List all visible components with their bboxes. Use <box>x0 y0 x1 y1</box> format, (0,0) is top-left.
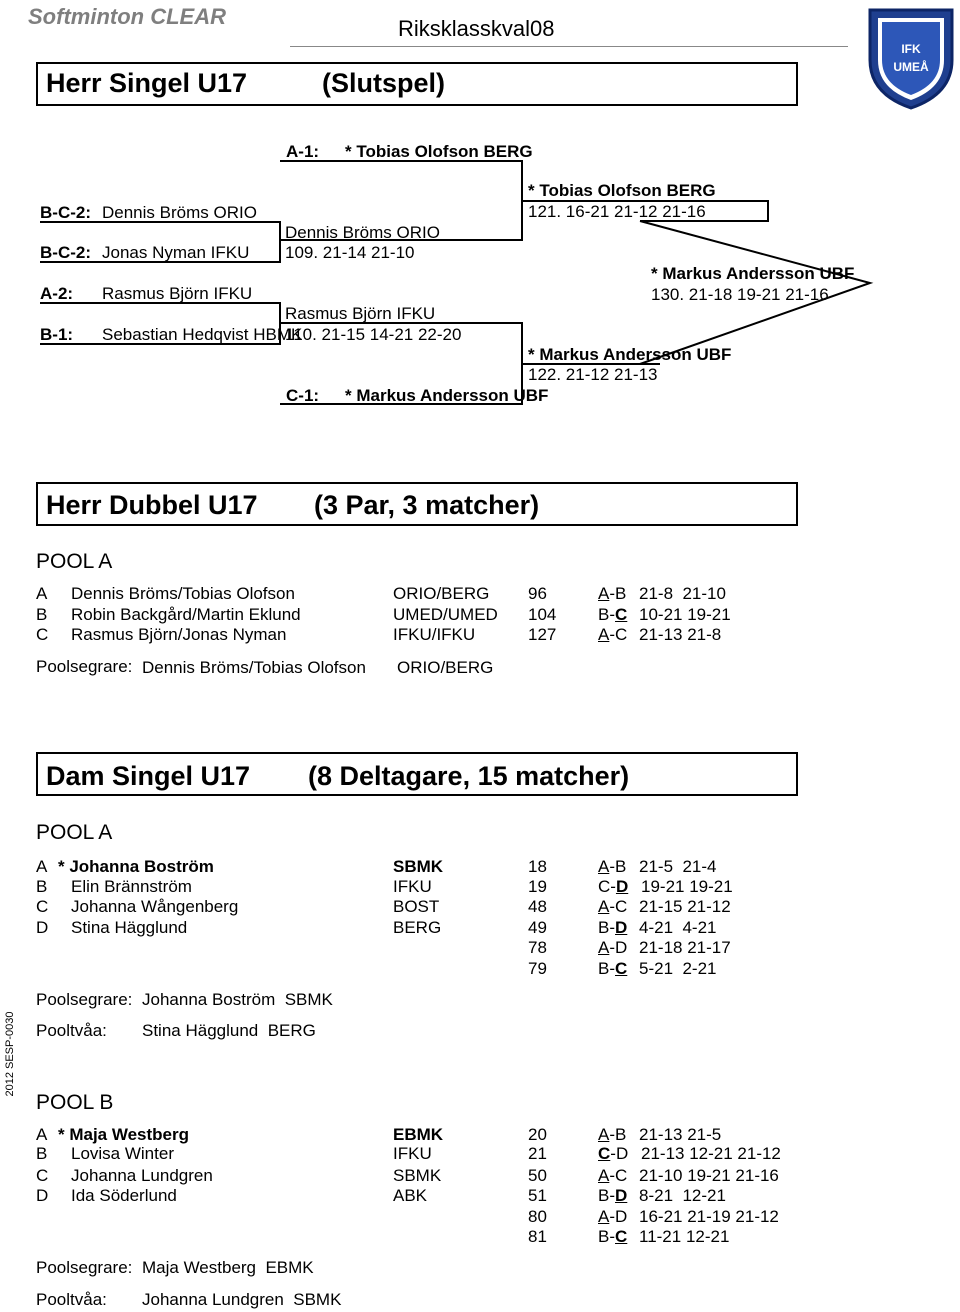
match-no: 104 <box>528 605 557 624</box>
dam-pool-b-winner: Maja Westberg EBMK <box>142 1258 314 1277</box>
match-winner: A <box>598 625 610 644</box>
player-club: IFKU <box>393 1144 432 1163</box>
sf1-winner: * Tobias Olofson BERG <box>528 181 716 200</box>
dam-pool-a-label: POOL A <box>36 821 113 844</box>
match-pair: B-C <box>598 605 628 624</box>
herr-singel-subtitle: (Slutspel) <box>322 68 446 98</box>
player-club: UMED/UMED <box>393 605 498 624</box>
player-letter: D <box>36 918 49 937</box>
r1b-result: 110. 21-15 14-21 22-20 <box>285 325 462 344</box>
dam-pool-a-winner-label: Poolsegrare: <box>36 990 133 1009</box>
match-no: 81 <box>528 1227 547 1246</box>
herr-dubbel-subtitle: (3 Par, 3 matcher) <box>314 490 540 520</box>
player-name: Dennis Bröms/Tobias Olofson <box>71 584 295 603</box>
player-letter: A <box>36 1125 48 1144</box>
seed-a1-label: A-1: <box>286 142 320 161</box>
dam-pool-b-winner-label: Poolsegrare: <box>36 1258 133 1277</box>
player-letter: A <box>36 857 48 876</box>
match-score: 21-5 21-4 <box>639 857 717 876</box>
match-no: 20 <box>528 1125 547 1144</box>
match-loser: B <box>598 918 610 937</box>
final-winner: * Markus Andersson UBF <box>651 264 855 283</box>
side-code: 2012 SESP-0030 <box>4 1011 16 1097</box>
match-winner: A <box>598 1207 610 1226</box>
match-score: 21-8 21-10 <box>639 584 726 603</box>
dam-pool-b-second-label: Pooltvåa: <box>36 1290 107 1309</box>
r1a-winner: Dennis Bröms ORIO <box>285 223 440 242</box>
match-score: 21-10 19-21 21-16 <box>639 1166 779 1185</box>
match-loser: B <box>598 1227 610 1246</box>
match-no: 96 <box>528 584 547 603</box>
sf2-result: 122. 21-12 21-13 <box>528 365 658 384</box>
match-no: 78 <box>528 938 547 957</box>
player-club: BOST <box>393 897 440 916</box>
player-name: Johanna Wångenberg <box>71 897 239 916</box>
herr-dubbel-winner-label: Poolsegrare: <box>36 657 133 676</box>
player-name: Lovisa Winter <box>71 1144 174 1163</box>
match-winner: A <box>598 1125 610 1144</box>
player-letter: B <box>36 605 48 624</box>
match-winner: A <box>598 938 610 957</box>
dam-singel-subtitle: (8 Deltagare, 15 matcher) <box>308 761 630 791</box>
r1b-winner: Rasmus Björn IFKU <box>285 304 436 323</box>
match-pair: A-C <box>598 897 628 916</box>
match-no: 18 <box>528 857 547 876</box>
match-pair: A-B <box>598 857 627 876</box>
match-no: 21 <box>528 1144 547 1163</box>
match-pair: A-C <box>598 1166 628 1185</box>
dam-pool-b-second: Johanna Lundgren SBMK <box>142 1290 342 1309</box>
herr-dubbel-title: Herr Dubbel U17 <box>46 490 258 520</box>
match-winner: A <box>598 584 610 603</box>
match-pair: C-D <box>598 877 629 896</box>
player-name: Ida Söderlund <box>71 1186 177 1205</box>
match-score: 10-21 19-21 <box>639 605 731 624</box>
logo-text: Softminton CLEAR <box>28 4 226 29</box>
match-winner: C <box>615 1227 628 1246</box>
match-pair: B-C <box>598 1227 628 1246</box>
b1-name: Sebastian Hedqvist HBMK <box>102 325 303 344</box>
player-club: SBMK <box>393 1166 442 1185</box>
match-score: 21-13 12-21 21-12 <box>641 1144 781 1163</box>
seed-a1-name: * Tobias Olofson BERG <box>345 142 533 161</box>
match-loser: B <box>598 605 610 624</box>
match-score: 4-21 4-21 <box>639 918 717 937</box>
r1a-result: 109. 21-14 21-10 <box>285 243 415 262</box>
player-club: BERG <box>393 918 442 937</box>
player-name: Robin Backgård/Martin Eklund <box>71 605 301 624</box>
match-pair: B-D <box>598 918 628 937</box>
match-score: 21-13 21-8 <box>639 625 722 644</box>
match-winner: D <box>615 918 628 937</box>
match-loser: C <box>598 877 611 896</box>
match-loser: D <box>615 938 628 957</box>
player-letter: C <box>36 897 49 916</box>
match-loser: B <box>615 857 627 876</box>
match-winner: D <box>615 877 629 896</box>
player-club: ORIO/BERG <box>393 584 490 603</box>
match-pair: A-B <box>598 1125 627 1144</box>
match-score: 8-21 12-21 <box>639 1186 726 1205</box>
dam-pool-a-second-label: Pooltvåa: <box>36 1021 107 1040</box>
match-no: 79 <box>528 959 547 978</box>
match-loser: D <box>615 1207 628 1226</box>
match-winner: A <box>598 1166 610 1185</box>
match-no: 51 <box>528 1186 547 1205</box>
player-name: Johanna Lundgren <box>71 1166 213 1185</box>
dam-pool-a-second: Stina Hägglund BERG <box>142 1021 316 1040</box>
sf1-result: 121. 16-21 21-12 21-16 <box>528 202 706 221</box>
player-letter: C <box>36 625 49 644</box>
a2-label: A-2: <box>40 284 74 303</box>
player-name: * Maja Westberg <box>58 1125 190 1144</box>
match-winner: A <box>598 857 610 876</box>
match-pair: A-B <box>598 584 627 603</box>
player-name: * Johanna Boström <box>58 857 214 876</box>
match-loser: C <box>615 897 628 916</box>
player-club: SBMK <box>393 857 444 876</box>
match-loser: B <box>598 1186 610 1205</box>
match-score: 21-18 21-17 <box>639 938 731 957</box>
match-no: 50 <box>528 1166 547 1185</box>
player-club: EBMK <box>393 1125 444 1144</box>
match-loser: C <box>615 625 628 644</box>
match-pair: C-D <box>598 1144 629 1163</box>
match-loser: B <box>615 1125 627 1144</box>
player-letter: C <box>36 1166 49 1185</box>
sf2-winner: * Markus Andersson UBF <box>528 345 732 364</box>
player-name: Elin Brännström <box>71 877 192 896</box>
player-name: Stina Hägglund <box>71 918 188 937</box>
match-winner: A <box>598 897 610 916</box>
match-score: 19-21 19-21 <box>641 877 733 896</box>
c1-name: * Markus Andersson UBF <box>345 386 549 405</box>
player-name: Rasmus Björn/Jonas Nyman <box>71 625 287 644</box>
match-winner: C <box>615 959 628 978</box>
match-score: 21-15 21-12 <box>639 897 731 916</box>
player-club: IFKU/IFKU <box>393 625 476 644</box>
bc2b-label: B-C-2: <box>40 243 91 262</box>
match-loser: C <box>615 1166 628 1185</box>
match-score: 16-21 21-19 21-12 <box>639 1207 779 1226</box>
match-loser: D <box>615 1144 629 1163</box>
bc2a-name: Dennis Bröms ORIO <box>102 203 257 222</box>
dam-pool-a-winner: Johanna Boström SBMK <box>142 990 333 1009</box>
b1-label: B-1: <box>40 325 74 344</box>
tournament-title: Riksklasskval08 <box>398 16 555 41</box>
dam-pool-b-label: POOL B <box>36 1091 114 1114</box>
match-no: 19 <box>528 877 547 896</box>
player-letter: A <box>36 584 48 603</box>
player-letter: D <box>36 1186 49 1205</box>
bc2a-label: B-C-2: <box>40 203 91 222</box>
match-winner: D <box>615 1186 628 1205</box>
herr-dubbel-winner-name: Dennis Bröms/Tobias Olofson <box>142 658 366 677</box>
player-letter: B <box>36 877 48 896</box>
match-pair: B-C <box>598 959 628 978</box>
player-letter: B <box>36 1144 48 1163</box>
herr-singel-title: Herr Singel U17 <box>46 68 248 98</box>
bc2b-name: Jonas Nyman IFKU <box>102 243 250 262</box>
herr-dubbel-winner-club: ORIO/BERG <box>397 658 494 677</box>
match-winner: C <box>598 1144 611 1163</box>
match-no: 80 <box>528 1207 547 1226</box>
match-score: 11-21 12-21 <box>639 1227 730 1246</box>
match-pair: A-C <box>598 625 628 644</box>
match-score: 21-13 21-5 <box>639 1125 722 1144</box>
match-loser: B <box>598 959 610 978</box>
match-loser: B <box>615 584 627 603</box>
match-no: 48 <box>528 897 547 916</box>
match-pair: B-D <box>598 1186 628 1205</box>
match-no: 127 <box>528 625 557 644</box>
match-no: 49 <box>528 918 547 937</box>
player-club: ABK <box>393 1186 428 1205</box>
match-winner: C <box>615 605 628 624</box>
herr-dubbel-pool-label: POOL A <box>36 550 113 573</box>
match-score: 5-21 2-21 <box>639 959 717 978</box>
final-result: 130. 21-18 19-21 21-16 <box>651 285 829 304</box>
match-pair: A-D <box>598 938 628 957</box>
dam-singel-title: Dam Singel U17 <box>46 761 251 791</box>
match-pair: A-D <box>598 1207 628 1226</box>
player-club: IFKU <box>393 877 432 896</box>
club-logo-text: IFK UMEÅ <box>893 42 929 74</box>
a2-name: Rasmus Björn IFKU <box>102 284 253 303</box>
c1-label: C-1: <box>286 386 320 405</box>
